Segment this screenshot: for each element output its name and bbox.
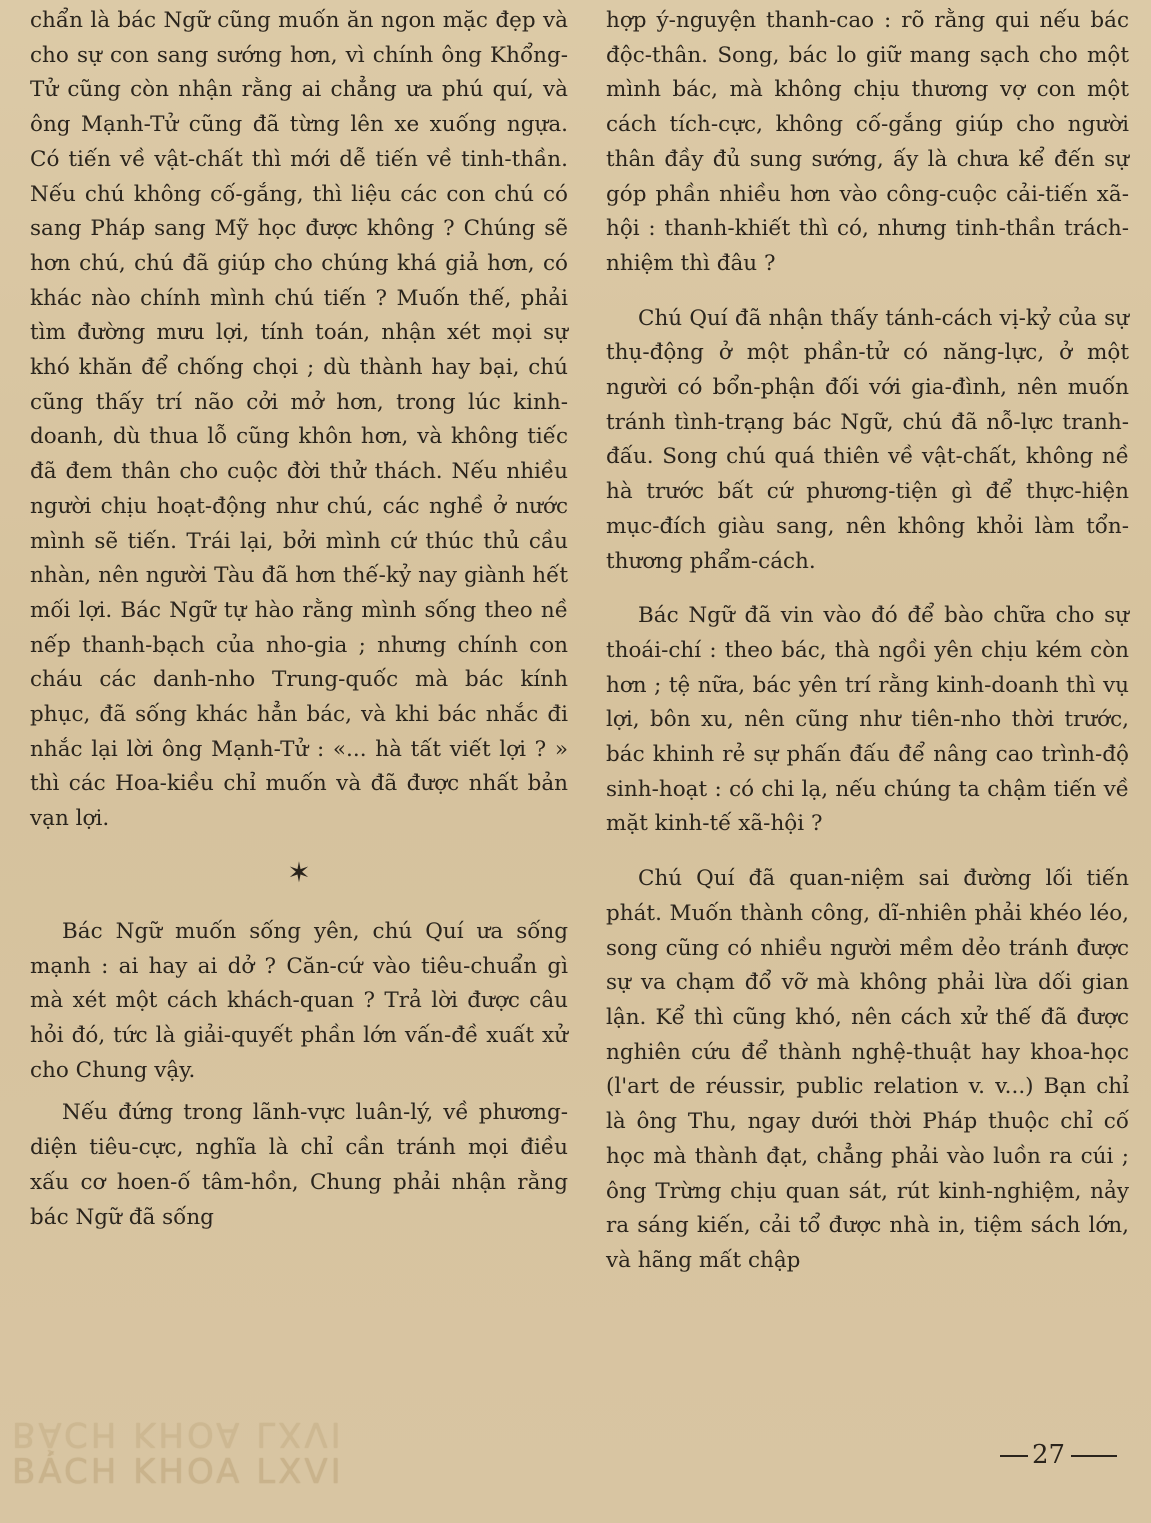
left-paragraph-3: Nếu đứng trong lãnh-vực luân-lý, về phương-diện tiêu-cực, nghĩa là chỉ cần tránh mọi điều xấu cơ hoen-ố tâm-hồn, Chung phải nhận rằng bác Ngữ đã sống: [30, 1100, 568, 1230]
left-paragraph-1: chẩn là bác Ngữ cũng muốn ăn ngon mặc đẹp và cho sự con sang sướng hơn, vì chính ông Khổng-Tử cũng còn nhận rằng ai chẳng ưa phú quí, và ông Mạnh-Tử cũng đã từng lên xe xuống ngựa. Có tiến về vật-chất thì mới dễ tiến về tinh-thần. Nếu chú không cố-gắng, thì liệu các con chú có sang Pháp sang Mỹ học được không ? Chúng sẽ hơn chú, chú đã giúp cho chúng khá giả hơn, có khác nào chính mình chú tiến ? Muốn thế, phải tìm đường mưu lợi, tính toán, nhận xét mọi sự khó khăn để chống chọi ; dù thành hay bại, chú cũng thấy trí não cởi mở hơn, trong lúc kinh-doanh, dù thua lỗ cũng khôn hơn, và không tiếc đã đem thân cho cuộc đời thử thách. Nếu nhiều người chịu hoạt-động như chú, các nghề ở nước mình sẽ tiến. Trái lại, bởi mình cứ thúc thủ cầu nhàn, nên người Tàu đã hơn thế-kỷ nay giành hết mối lợi. Bác Ngữ tự hào rằng mình sống theo nề nếp thanh-bạch của nho-gia ; nhưng chính con cháu các danh-nho Trung-quốc mà bác kính phục, đã sống khác hẳn bác, và khi bác nhắc đi nhắc lại lời ông Mạnh-Tử : «... hà tất viết lợi ? » thì các Hoa-kiều chỉ muốn và đã được nhất bản vạn lợi.: [30, 8, 568, 832]
section-separator-star: ✶: [287, 855, 311, 889]
footer-magazine-name: BÁCH KHOA LXVI: [12, 1452, 344, 1492]
page-number-text: 27: [1032, 1440, 1066, 1470]
right-paragraph-3: Bác Ngữ đã vin vào đó để bào chữa cho sự thoái-chí : theo bác, thà ngồi yên chịu kém còn hơn ; tệ nữa, bác yên trí rằng kinh-doanh thì vụ lợi, bôn xu, nên cũng như tiên-nho thời trước, bác khinh rẻ sự phấn đấu để nâng cao trình-độ sinh-hoạt : có chi lạ, nếu chúng ta chậm tiến về mặt kinh-tế xã-hội ?: [606, 603, 1129, 837]
left-paragraph-2: Bác Ngữ muốn sống yên, chú Quí ưa sống mạnh : ai hay ai dở ? Căn-cứ vào tiêu-chuẩn gì mà xét một cách khách-quan ? Trả lời được câu hỏi đó, tức là giải-quyết phần lớn vấn-đề xuất xử cho Chung vậy.: [30, 918, 568, 1083]
right-paragraph-4: Chú Quí đã quan-niệm sai đường lối tiến phát. Muốn thành công, dĩ-nhiên phải khéo léo, song cũng có nhiều người mềm dẻo tránh được sự va chạm đổ vỡ mà không phải lừa dối gian lận. Kể thì cũng khó, nên cách xử thế đã được nghiên cứu để thành nghệ-thuật hay khoa-học (l'art de réussir, public relation v. v...) Bạn chỉ là ông Thu, ngay dưới thời Pháp thuộc chỉ cố học mà thành đạt, chẳng phải vào luồn ra cúi ; ông Trừng chịu quan sát, rút kinh-nghiệm, nảy ra sáng kiến, cải tổ được nhà in, tiệm sách lớn, và hãng mất chập: [606, 866, 1129, 1273]
right-column: [606, 4, 1129, 1279]
right-paragraph-1: hợp ý-nguyện thanh-cao : rõ rằng qui nếu bác độc-thân. Song, bác lo giữ mang sạch cho một mình bác, mà không chịu thương vợ con một cách tích-cực, không cố-gắng giúp cho người thân đầy đủ sung sướng, ấy là chưa kể đến sự góp phần nhiều hơn vào công-cuộc cải-tiến xã-hội : thanh-khiết thì có, nhưng tinh-thần trách-nhiệm thì đâu ?: [606, 8, 1129, 276]
left-column: [30, 4, 568, 1235]
page-number: [1000, 1440, 1117, 1470]
right-paragraph-2: Chú Quí đã nhận thấy tánh-cách vị-kỷ của sự thụ-động ở một phần-tử có năng-lực, ở một người có bổn-phận đối với gia-đình, nên muốn tránh tình-trạng bác Ngữ, chú đã nỗ-lực tranh-đấu. Song chú quá thiên về vật-chất, không nề hà trước bất cứ phương-tiện gì để thực-hiện mục-đích giàu sang, nên không khỏi làm tổn-thương phẩm-cách.: [606, 305, 1129, 574]
footer-mirror-ghost: BÁCH KHOA LXVI: [12, 1414, 344, 1454]
magazine-footer: [12, 1415, 344, 1491]
